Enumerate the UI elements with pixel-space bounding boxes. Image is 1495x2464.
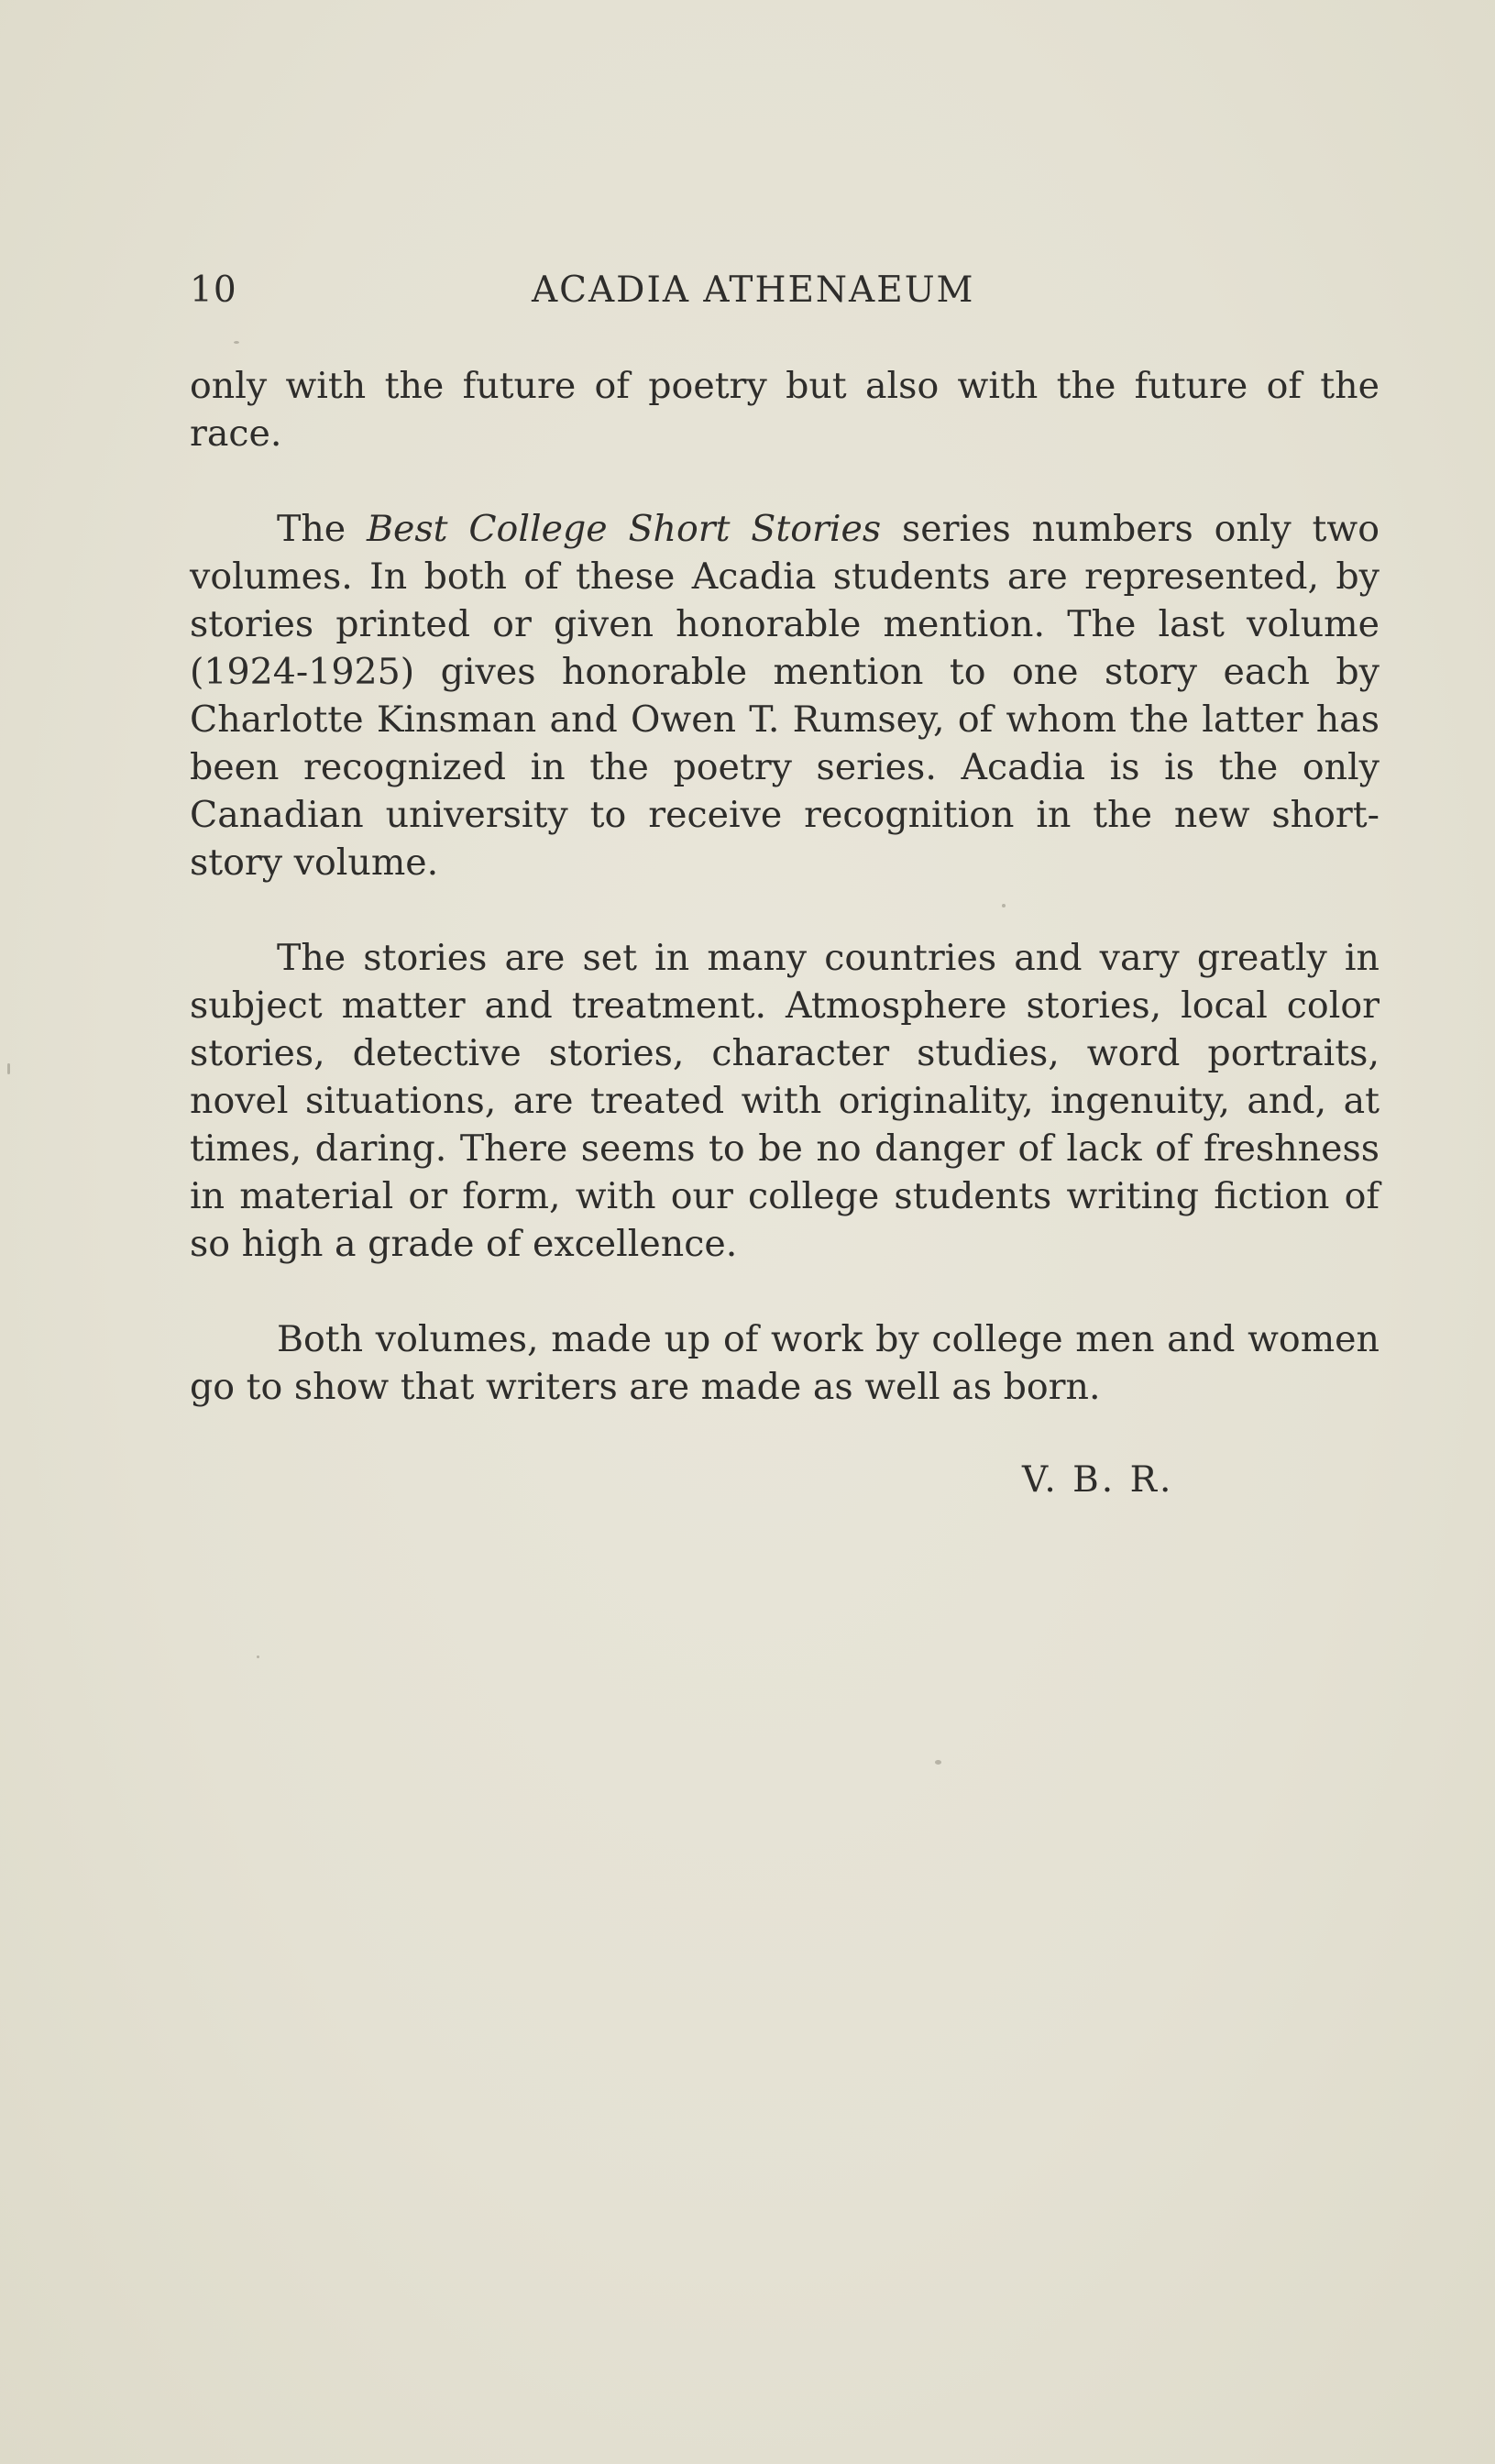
paragraph-best-college-short-stories — [190, 505, 1380, 886]
book-title: Best College Short Stories — [366, 508, 882, 550]
running-title: ACADIA ATHENAEUM — [532, 270, 975, 311]
paragraph-conclusion: Both volumes, made up of work by college men and women go to show that writers are made as well as born. — [190, 1318, 1380, 1408]
paragraph-continuation: only with the future of poetry but also with the future of the race. — [190, 365, 1380, 455]
paragraph-text-rest: series numbers only two volumes. In both of these Acadia students are represented, by stories printed or given honorable mention. The last volume (1924-1925) gives honorable mention to one story each by Charlotte Kinsman and Owen T. Rumsey, of whom the latter has been recognized in the poetry series. Acadia is is the only Canadian university to receive recognition in the new short-story volume. — [190, 508, 1380, 884]
paper-speck — [7, 1063, 10, 1074]
page-number: 10 — [190, 270, 237, 311]
paper-speck — [234, 341, 239, 344]
article-body — [190, 362, 1380, 1458]
paper-speck — [257, 1656, 259, 1658]
paragraph-text-lead: The — [277, 508, 367, 550]
page-header — [190, 268, 1381, 314]
paper-speck — [935, 1760, 941, 1765]
paragraph-stories-description: The stories are set in many countries and vary greatly in subject matter and treatment. Atmosphere stories, local color stories, detective stories, character studies, word portraits, novel situations, are treated with originality, ingenuity, and, at times, daring. There seems to be no danger of lack of freshness in material or form, with our college students writing fiction of so high a grade of excellence. — [190, 937, 1380, 1265]
author-initials: V. B. R. — [1022, 1459, 1174, 1501]
paper-speck — [1002, 904, 1006, 908]
